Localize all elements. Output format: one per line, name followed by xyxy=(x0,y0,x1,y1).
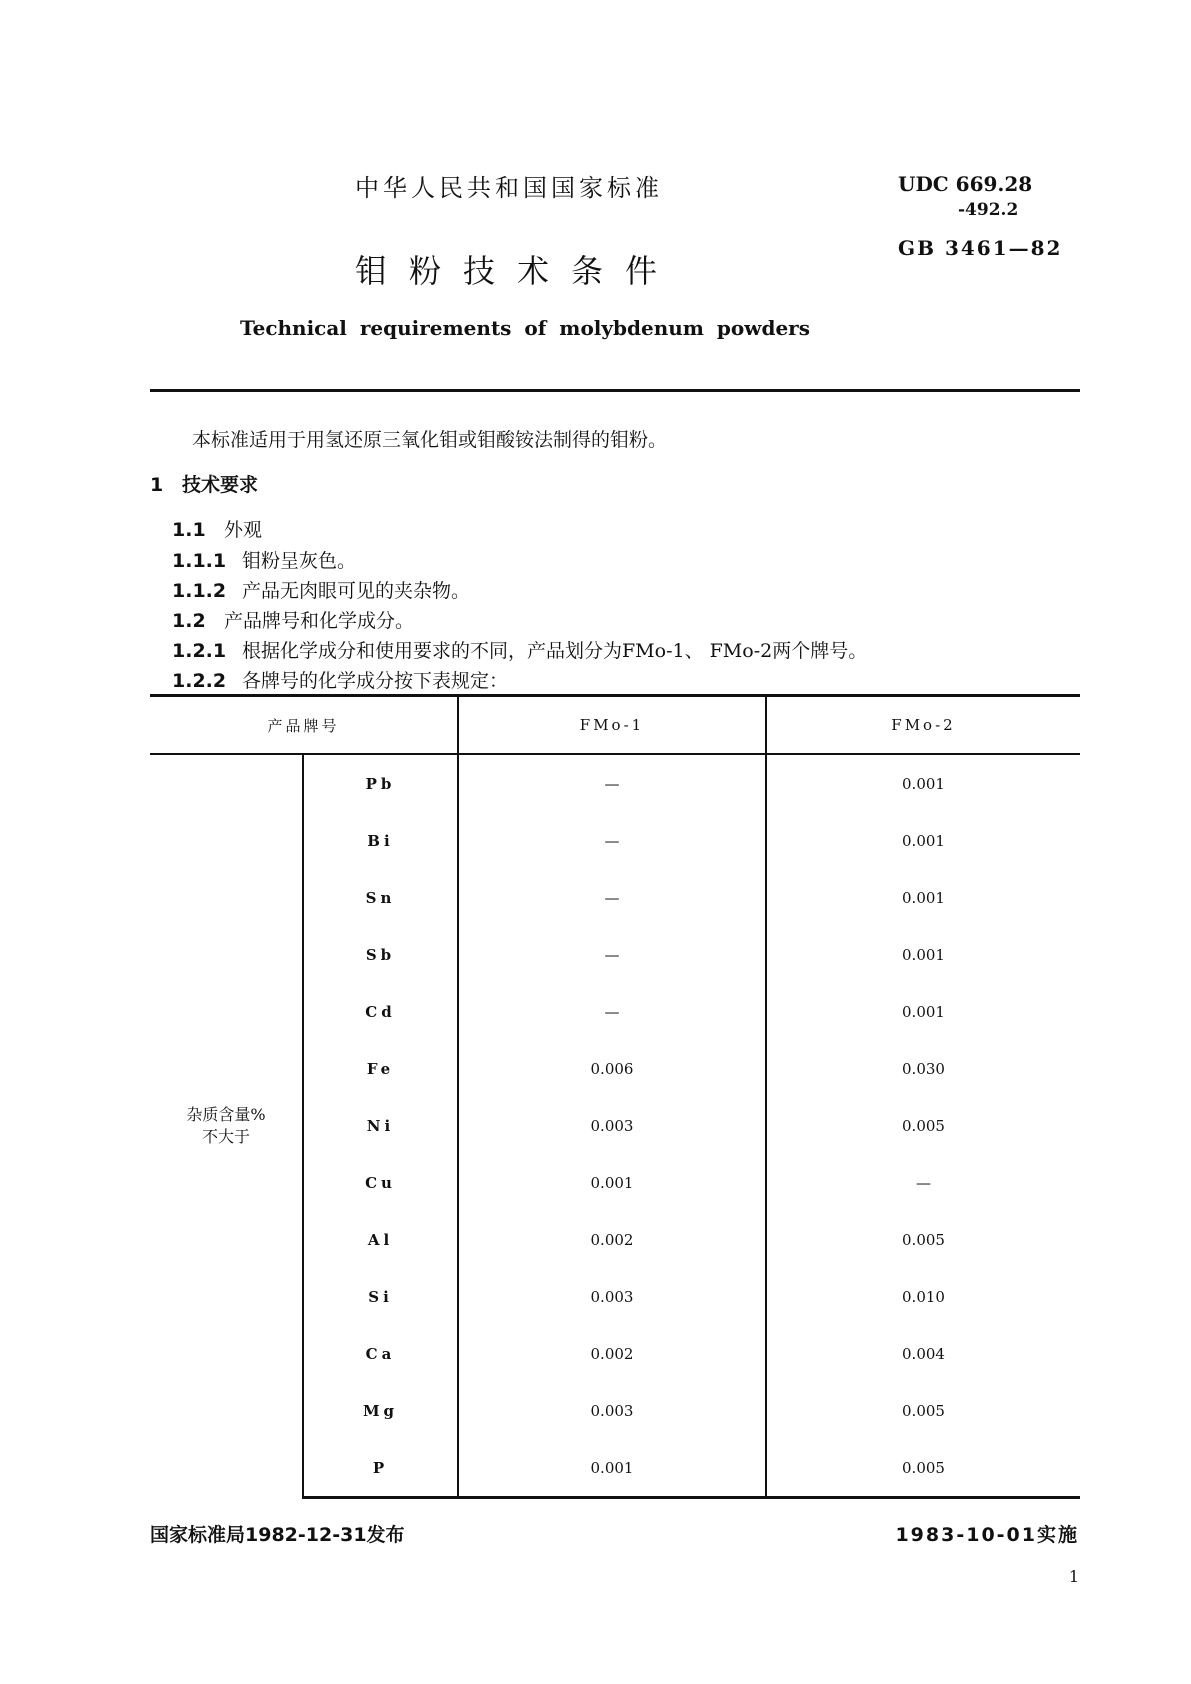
section-text: 钼粉呈灰色。 xyxy=(242,550,357,572)
scope-paragraph: 本标准适用于用氢还原三氧化钼或钼酸铵法制得的钼粉。 xyxy=(192,429,668,451)
fmo1-value: 0.002 xyxy=(458,1211,766,1268)
issue-date: 国家标准局1982-12-31发布 xyxy=(150,1524,405,1546)
section-number: 1.2.2 xyxy=(172,670,227,692)
section-number: 1 xyxy=(150,474,164,496)
element-cell: Al xyxy=(303,1211,458,1268)
effective-date: 1983-10-01实施 xyxy=(895,1524,1079,1546)
section-1-2-2 xyxy=(172,666,508,693)
section-text: 各牌号的化学成分按下表规定： xyxy=(242,670,509,692)
section-1-1-2 xyxy=(172,576,470,603)
header-fmo1: FMo-1 xyxy=(458,696,766,755)
section-1-1 xyxy=(172,515,262,542)
fmo2-value: 0.001 xyxy=(766,869,1080,926)
header-grade: 产品牌号 xyxy=(150,696,458,755)
fmo1-value: 0.003 xyxy=(458,1382,766,1439)
section-number: 1.1.2 xyxy=(172,580,227,602)
section-text: 产品牌号和化学成分。 xyxy=(224,610,415,632)
element-cell: Fe xyxy=(303,1040,458,1097)
fmo2-value: 0.005 xyxy=(766,1211,1080,1268)
section-number: 1.2.1 xyxy=(172,640,227,662)
header-divider xyxy=(150,389,1080,392)
element-cell: Cu xyxy=(303,1154,458,1211)
fmo1-value: 0.002 xyxy=(458,1325,766,1382)
page-number: 1 xyxy=(1068,1567,1079,1586)
element-cell: Sn xyxy=(303,869,458,926)
element-cell: Bi xyxy=(303,812,458,869)
country-standard-heading: 中华人民共和国国家标准 xyxy=(355,174,663,202)
fmo1-value: 0.003 xyxy=(458,1268,766,1325)
fmo1-value: 0.006 xyxy=(458,1040,766,1097)
element-cell: Ca xyxy=(303,1325,458,1382)
fmo2-value: 0.001 xyxy=(766,812,1080,869)
fmo1-value: — xyxy=(458,869,766,926)
fmo1-value: — xyxy=(458,812,766,869)
section-number: 1.1.1 xyxy=(172,550,227,572)
document-title-en: Technical requirements of molybdenum powders xyxy=(240,316,810,340)
section-number: 1.1 xyxy=(172,519,206,541)
impurity-label-line1: 杂质含量% xyxy=(186,1105,266,1125)
section-1 xyxy=(150,470,258,497)
fmo2-value: 0.001 xyxy=(766,926,1080,983)
element-cell: P xyxy=(303,1439,458,1498)
section-1-1-1 xyxy=(172,546,356,573)
fmo1-value: — xyxy=(458,754,766,812)
fmo2-value: — xyxy=(766,1154,1080,1211)
fmo2-value: 0.005 xyxy=(766,1382,1080,1439)
gb-standard-code: GB 3461—82 xyxy=(898,236,1063,260)
impurity-group-label xyxy=(150,754,303,1498)
element-cell: Pb xyxy=(303,754,458,812)
element-cell: Cd xyxy=(303,983,458,1040)
header-fmo2: FMo-2 xyxy=(766,696,1080,755)
fmo1-value: — xyxy=(458,926,766,983)
udc-code-line2: -492.2 xyxy=(958,200,1019,220)
section-text: 外观 xyxy=(224,519,263,541)
fmo2-value: 0.001 xyxy=(766,754,1080,812)
element-cell: Mg xyxy=(303,1382,458,1439)
fmo2-value: 0.005 xyxy=(766,1439,1080,1498)
fmo1-value: — xyxy=(458,983,766,1040)
element-cell: Ni xyxy=(303,1097,458,1154)
chemical-composition-table xyxy=(150,694,1080,1499)
fmo1-value: 0.001 xyxy=(458,1439,766,1498)
table-row xyxy=(150,754,1080,812)
section-text: 产品无肉眼可见的夹杂物。 xyxy=(242,580,471,602)
section-number: 1.2 xyxy=(172,610,206,632)
impurity-label-line2: 不大于 xyxy=(201,1127,250,1147)
fmo2-value: 0.030 xyxy=(766,1040,1080,1097)
section-text: 技术要求 xyxy=(182,474,259,496)
fmo2-value: 0.010 xyxy=(766,1268,1080,1325)
udc-code-line1: UDC 669.28 xyxy=(898,172,1033,196)
table-header-row xyxy=(150,696,1080,755)
fmo2-value: 0.001 xyxy=(766,983,1080,1040)
fmo2-value: 0.004 xyxy=(766,1325,1080,1382)
section-1-2-1 xyxy=(172,636,867,663)
element-cell: Sb xyxy=(303,926,458,983)
section-text: 根据化学成分和使用要求的不同，产品划分为FMo-1、 FMo-2两个牌号。 xyxy=(242,640,868,662)
section-1-2 xyxy=(172,606,414,633)
fmo2-value: 0.005 xyxy=(766,1097,1080,1154)
document-title-cn: 钼粉技术条件 xyxy=(355,252,680,290)
element-cell: Si xyxy=(303,1268,458,1325)
fmo1-value: 0.003 xyxy=(458,1097,766,1154)
fmo1-value: 0.001 xyxy=(458,1154,766,1211)
